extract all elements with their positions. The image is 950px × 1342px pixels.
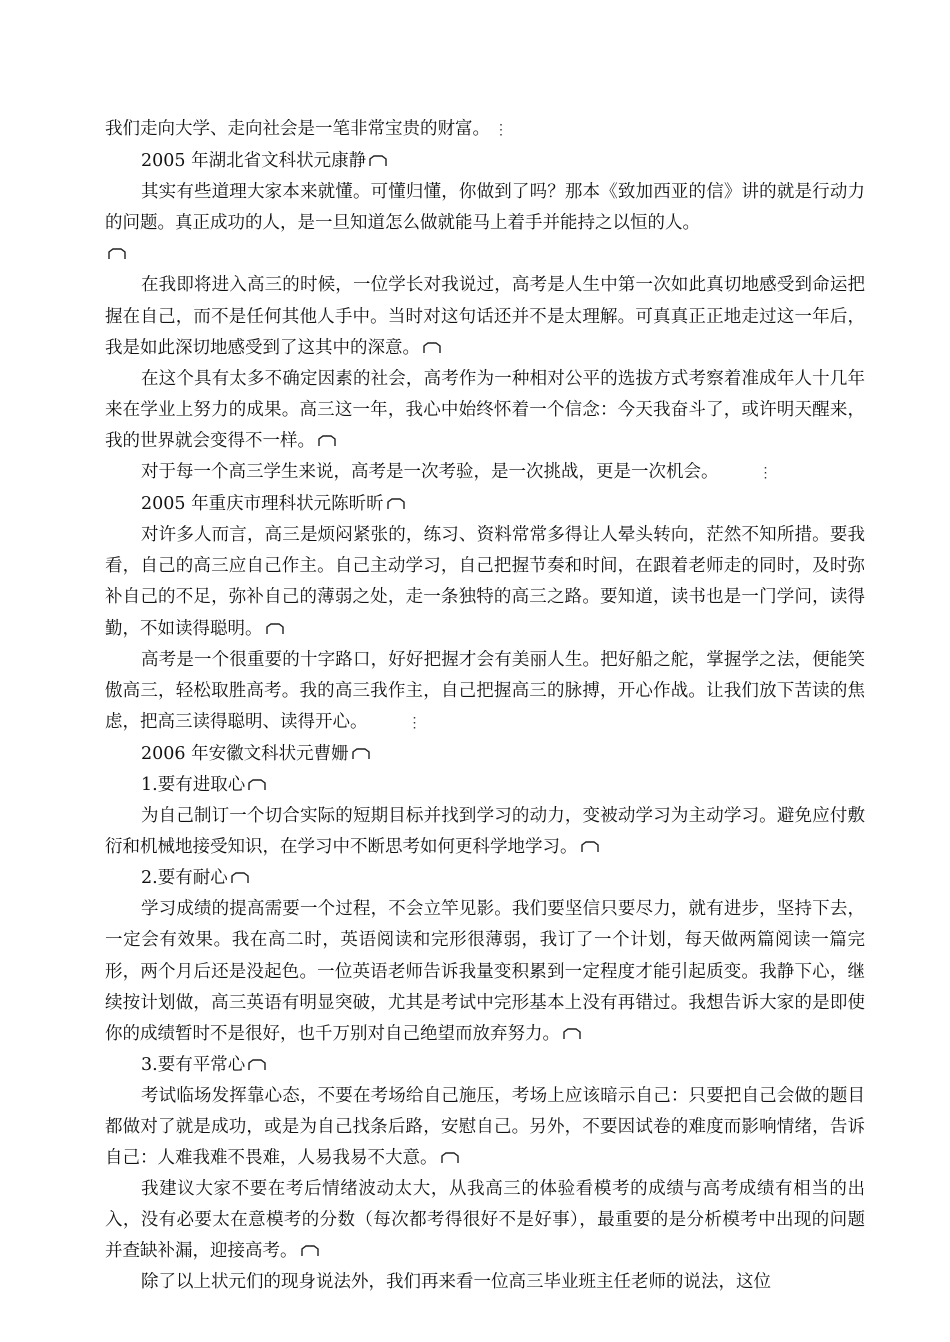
paragraph: [105, 770, 865, 801]
paragraph-text: 其实有些道理大家本来就懂。可懂归懂，你做到了吗？那本《致加西亚的信》讲的就是行动力的问题。真正成功的人，是一旦知道怎么做就能马上着手并能持之以恒的人。: [105, 182, 865, 234]
paragraph-text: 2005 年重庆市理科状元陈昕昕: [141, 494, 384, 515]
paragraph: [105, 739, 865, 770]
paragraph: [105, 520, 865, 644]
paragraph: [105, 489, 865, 520]
paragraph-mark-icon: [318, 435, 336, 447]
section-mark-icon: ⋮: [407, 714, 422, 731]
paragraph: [105, 1050, 865, 1081]
paragraph-mark-icon: [581, 841, 599, 853]
paragraph-text: 1.要有进取心: [141, 774, 246, 795]
paragraph: [105, 364, 865, 457]
paragraph-mark-icon: [563, 1028, 581, 1040]
paragraph-text: 2006 年安徽文科状元曹姗: [141, 743, 349, 764]
paragraph-text: 除了以上状元们的现身说法外，我们再来看一位高三毕业班主任老师的说法，这位: [141, 1272, 771, 1293]
paragraph-mark-icon: [369, 155, 387, 167]
paragraph-text: 考试临场发挥靠心态，不要在考场给自己施压，考场上应该暗示自己：只要把自己会做的题目都做对了就是成功，或是为自己找条后路，安慰自己。另外，不要因试卷的难度而影响情绪，告诉自己：人难我难不畏难，人易我易不大意。: [105, 1085, 865, 1169]
paragraph: [105, 114, 865, 146]
paragraph-text: 我们走向大学、走向社会是一笔非常宝贵的财富。: [105, 119, 490, 139]
section-mark-icon: ⋮: [758, 465, 773, 482]
paragraph: [105, 1267, 865, 1298]
paragraph-text: 对许多人而言，高三是烦闷紧张的，练习、资料常常多得让人晕头转向，茫然不知所措。要我看，自己的高三应自己作主。自己主动学习，自己把握节奏和时间，在跟着老师走的同时，及时弥补自己的不足，弥补自己的薄弱之处，走一条独特的高三之路。要知道，读书也是一门学问，读得勤，不如读得聪明。: [105, 525, 865, 639]
paragraph-text: 3.要有平常心: [141, 1054, 246, 1075]
paragraph-text: 2005 年湖北省文科状元康静: [141, 151, 367, 172]
paragraph-text: 2.要有耐心: [141, 868, 228, 889]
paragraph: [105, 645, 865, 739]
paragraph-mark-icon: [266, 623, 284, 635]
paragraph-text: 高考是一个很重要的十字路口，好好把握才会有美丽人生。把好船之舵，掌握学之法，便能笑傲高三，轻松取胜高考。我的高三我作主，自己把握高三的脉搏，开心作战。让我们放下苦读的焦虑，把高三读得聪明、读得开心。: [105, 649, 865, 732]
paragraph-text: 为自己制订一个切合实际的短期目标并找到学习的动力，变被动学习为主动学习。避免应付敷衍和机械地接受知识，在学习中不断思考如何更科学地学习。: [105, 806, 865, 858]
paragraph-mark-icon: [301, 1245, 319, 1257]
paragraph-mark-icon: [108, 248, 126, 260]
paragraph: [105, 146, 865, 177]
paragraph-text: 学习成绩的提高需要一个过程，不会立竿见影。我们要坚信只要尽力，就有进步，坚持下去，一定会有效果。我在高二时，英语阅读和完形很薄弱，我订了一个计划，每天做两篇阅读一篇完形，两个月后还是没起色。一位英语老师告诉我量变积累到一定程度才能引起质变。我静下心，继续按计划做，高三英语有明显突破，尤其是考试中完形基本上没有再错过。我想告诉大家的是即使你的成绩暂时不是很好，也千万别对自己绝望而放弃努力。: [105, 899, 865, 1044]
paragraph: [105, 270, 865, 363]
paragraph: [105, 1081, 865, 1174]
paragraph: [105, 1174, 865, 1267]
paragraph-mark-icon: [248, 1059, 266, 1071]
paragraph: [105, 177, 865, 270]
paragraph: [105, 801, 865, 863]
paragraph-mark-icon: [231, 872, 249, 884]
paragraph: [105, 457, 865, 489]
paragraph-mark-icon: [352, 748, 370, 760]
section-mark-icon: ⋮: [494, 122, 508, 138]
paragraph-text: 在这个具有太多不确定因素的社会，高考作为一种相对公平的选拔方式考察着准成年人十几年来在学业上努力的成果。高三这一年，我心中始终怀着一个信念：今天我奋斗了，或许明天醒来，我的世界就会变得不一样。: [105, 368, 865, 451]
paragraph-text: 在我即将进入高三的时候，一位学长对我说过，高考是人生中第一次如此真切地感受到命运把握在自己，而不是任何其他人手中。当时对这句话还并不是太理解。可真真正正地走过这一年后，我是如此深切地感受到了这其中的深意。: [105, 275, 865, 358]
paragraph-mark-icon: [387, 498, 405, 510]
paragraph-text: 我建议大家不要在考后情绪波动太大，从我高三的体验看模考的成绩与高考成绩有相当的出入，没有必要太在意模考的分数（每次都考得很好不是好事），最重要的是分析模考中出现的问题并查缺补漏，迎接高考。: [105, 1179, 865, 1262]
paragraph-mark-icon: [441, 1152, 459, 1164]
paragraph-text: 对于每一个高三学生来说，高考是一次考验，是一次挑战，更是一次机会。: [141, 462, 719, 483]
paragraph-mark-icon: [248, 779, 266, 791]
document-body: [105, 114, 865, 1299]
paragraph: [105, 863, 865, 894]
paragraph: [105, 894, 865, 1049]
paragraph-mark-icon: [423, 342, 441, 354]
